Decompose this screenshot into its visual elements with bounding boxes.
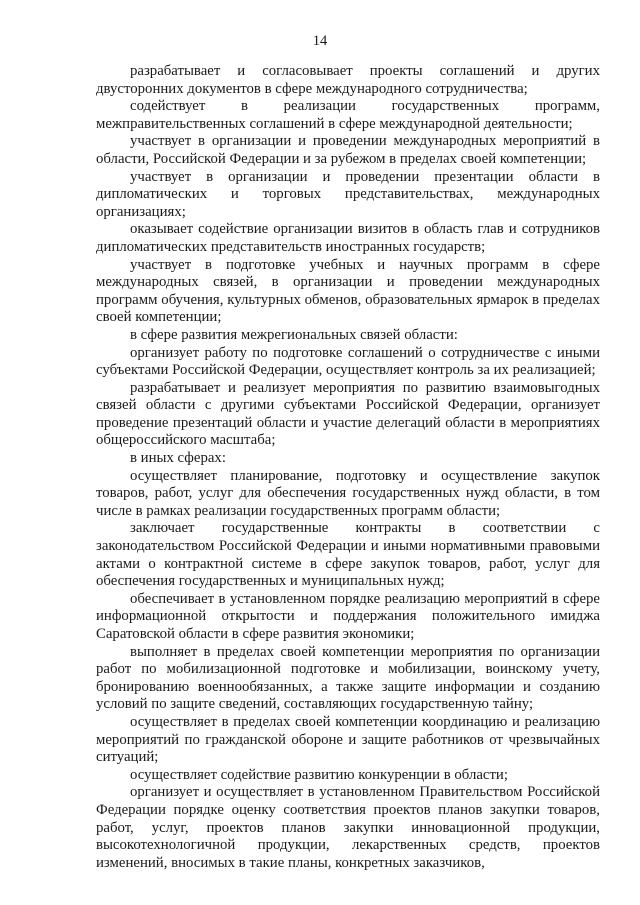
paragraph: организует работу по подготовке соглашений о сотрудничестве с иными субъектами Российской Федерации, осуществляет контроль за их реализацией; bbox=[96, 344, 600, 379]
paragraph: осуществляет в пределах своей компетенции координацию и реализацию мероприятий по гражданской обороне и защите работников от чрезвычайных ситуаций; bbox=[96, 713, 600, 766]
page-number: 14 bbox=[312, 33, 328, 49]
paragraph: заключает государственные контракты в соответствии с законодательством Российской Федерации и иными нормативными правовыми актами о контрактной системе в сфере закупок товаров, работ, услуг для обеспечения государственных и муниципальных нужд; bbox=[96, 520, 600, 590]
paragraph: организует и осуществляет в установленном Правительством Российской Федерации порядке оценку соответствия проектов планов закупки товаров, работ, услуг, проектов планов закупки инновационной продукции, высокотехнологичной продукции, лекарственных средств, проектов изменений, вносимых в такие планы, конкретных заказчиков, bbox=[96, 784, 600, 871]
paragraph: разрабатывает и реализует мероприятия по развитию взаимовыгодных связей области с другими субъектами Российской Федерации, организует проведение презентаций области и участие делегаций области в мероприятиях общероссийского масштаба; bbox=[96, 379, 600, 449]
paragraph: участвует в организации и проведении презентации области в дипломатических и торговых представительствах, международных организациях; bbox=[96, 168, 600, 220]
paragraph: осуществляет планирование, подготовку и осуществление закупок товаров, работ, услуг для обеспечения государственных нужд области, в том числе в рамках реализации государственных программ области; bbox=[96, 467, 600, 519]
paragraph: участвует в подготовке учебных и научных программ в сфере международных связей, в организации и проведении международных программ обучения, культурных обменов, образовательных ярмарок в пределах своей компетенции; bbox=[96, 256, 600, 326]
paragraph: осуществляет содействие развитию конкуренции в области; bbox=[130, 766, 508, 783]
paragraph: оказывает содействие организации визитов в область глав и сотрудников дипломатических представительств иностранных государств; bbox=[96, 221, 600, 255]
paragraph: разрабатывает и согласовывает проекты соглашений и других двусторонних документов в сфере международного сотрудничества; bbox=[96, 63, 600, 97]
document-body bbox=[96, 63, 600, 872]
section-heading: в сфере развития межрегиональных связей области: bbox=[130, 326, 458, 343]
section-heading: в иных сферах: bbox=[130, 450, 226, 467]
paragraph: содействует в реализации государственных программ, межправительственных соглашений в сфере международной деятельности; bbox=[96, 98, 600, 132]
paragraph: обеспечивает в установленном порядке реализацию мероприятий в сфере информационной открытости и поддержания положительного имиджа Саратовской области в сфере развития экономики; bbox=[96, 590, 600, 642]
paragraph: выполняет в пределах своей компетенции мероприятия по организации работ по мобилизационной подготовке и мобилизации, воинскому учету, бронированию военнообязанных, а также защите информации и созданию условий по защите сведений, составляющих государственную тайну; bbox=[96, 643, 600, 713]
paragraph: участвует в организации и проведении международных мероприятий в области, Российской Федерации и за рубежом в пределах своей компетенции; bbox=[96, 133, 600, 167]
